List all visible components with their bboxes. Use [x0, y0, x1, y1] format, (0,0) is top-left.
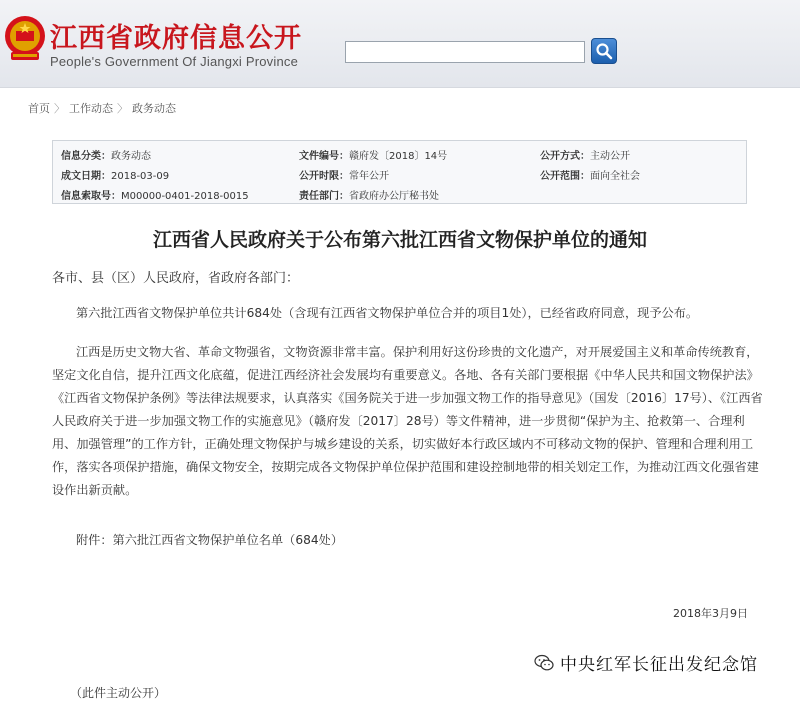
meta-label: 文件编号：	[299, 151, 349, 162]
breadcrumb	[28, 100, 176, 116]
meta-value: 主动公开	[590, 151, 630, 162]
document-date: 2018年3月9日	[673, 607, 748, 620]
meta-label: 责任部门：	[299, 191, 349, 202]
footer-note: （此件主动公开）	[70, 686, 167, 700]
document-title: 江西省人民政府关于公布第六批江西省文物保护单位的通知	[152, 229, 647, 251]
meta-value: 省政府办公厅秘书处	[349, 191, 439, 202]
document-paragraph: 江西是历史文物大省、革命文物强省，文物资源非常丰富。保护利用好这份珍贵的文化遗产，对开展爱国主义和革命传统教育，坚定文化自信，提升江西文化底蕴，促进江西经济社会发展均有重要意义。各地、各有关部门要根据《中华人民共和国文物保护法》《江西省文物保护条例》等法律法规要求，认真落实《国务院关于进一步加强文物工作的指导意见》（国发〔2016〕17号）、《江西省人民政府关于进一步加强文物工作的实施意见》（赣府发〔2017〕28号）等文件精神，进一步贯彻“保护为主、抢救第一、合理利用、加强管理”的工作方针，正确处理文物保护与城乡建设的关系，切实做好本行政区域内不可移动文物的保护、管理和合理利用工作，落实各项保护措施，确保文物安全，按期完成各文物保护单位保护范围和建设控制地带的相关划定工作，为推动江西文化强省建设作出新贡献。	[52, 345, 763, 497]
site-title[interactable]: 江西省政府信息公开	[50, 23, 302, 54]
document-metadata-table	[52, 140, 747, 204]
meta-created	[61, 167, 169, 182]
meta-value: 常年公开	[349, 171, 389, 182]
watermark	[534, 650, 758, 675]
search-button[interactable]	[591, 38, 617, 64]
search-input[interactable]	[345, 41, 585, 63]
meta-value: 2018-03-09	[111, 171, 170, 182]
national-emblem-icon	[3, 14, 47, 64]
meta-department	[299, 187, 439, 202]
meta-index-no	[61, 187, 249, 202]
meta-label: 信息索取号：	[61, 191, 121, 202]
meta-label: 公开方式：	[540, 151, 590, 162]
document-attachment[interactable]: 附件：第六批江西省文物保护单位名单（684处）	[76, 533, 344, 547]
meta-category	[61, 147, 151, 162]
document-salutation: 各市、县（区）人民政府，省政府各部门：	[52, 271, 300, 286]
document-paragraph: 第六批江西省文物保护单位共计684处（含现有江西省文物保护单位合并的项目1处），已经省政府同意，现予公布。	[76, 306, 699, 320]
site-header	[0, 0, 800, 88]
breadcrumb-home[interactable]: 首页	[28, 102, 50, 115]
meta-doc-no	[299, 147, 447, 162]
wechat-icon	[534, 654, 554, 672]
meta-value: M00000-0401-2018-0015	[121, 191, 249, 202]
search-icon	[592, 39, 616, 63]
meta-value: 政务动态	[111, 151, 151, 162]
meta-publish-mode	[540, 147, 630, 162]
breadcrumb-separator: 〉	[117, 102, 128, 115]
meta-label: 信息分类：	[61, 151, 111, 162]
meta-duration	[299, 167, 389, 182]
meta-label: 成文日期：	[61, 171, 111, 182]
meta-scope	[540, 167, 640, 182]
breadcrumb-work-news[interactable]: 工作动态	[69, 102, 113, 115]
meta-value: 面向全社会	[590, 171, 640, 182]
site-subtitle: People's Government Of Jiangxi Province	[50, 54, 299, 69]
breadcrumb-gov-news[interactable]: 政务动态	[132, 102, 176, 115]
meta-value: 赣府发〔2018〕14号	[349, 151, 448, 162]
meta-label: 公开时限：	[299, 171, 349, 182]
meta-label: 公开范围：	[540, 171, 590, 182]
breadcrumb-separator: 〉	[54, 102, 65, 115]
watermark-text: 中央红军长征出发纪念馆	[560, 655, 758, 675]
